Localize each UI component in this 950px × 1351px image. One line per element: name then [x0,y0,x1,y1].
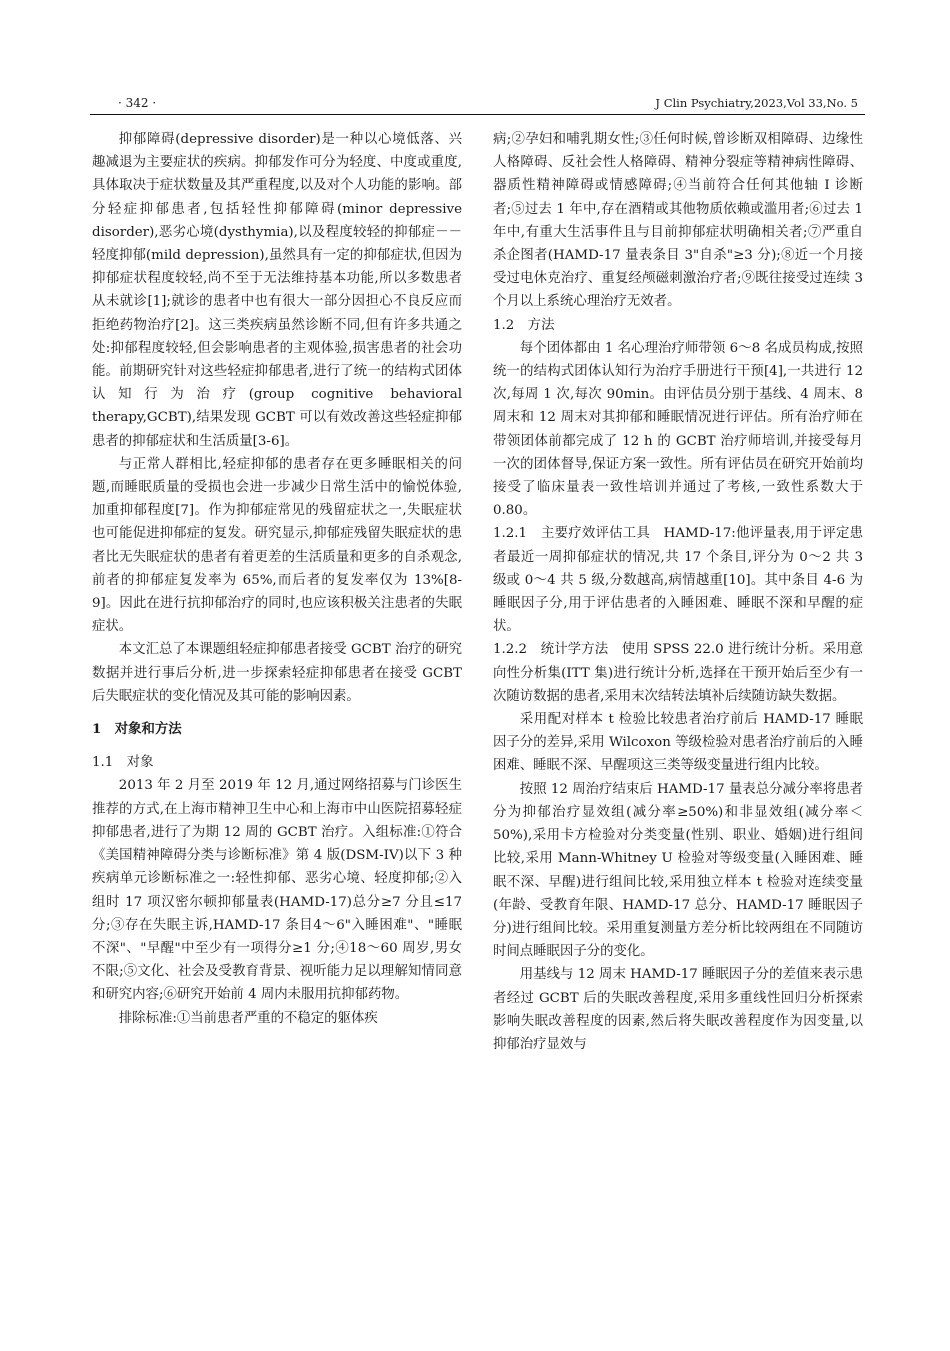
paragraph-aim: 本文汇总了本课题组轻症抑郁患者接受 GCBT 治疗的研究数据并进行事后分析,进一步探索轻症抑郁患者在接受 GCBT 后失眠症状的变化情况及其可能的影响因素。 [92,642,462,704]
header-rule [90,114,865,115]
subsection-heading-method: 1.2 方法 [493,317,555,333]
journal-citation: J Clin Psychiatry,2023,Vol 33,No. 5 [655,96,858,110]
page-number: · 342 · [118,96,157,110]
running-header [0,96,950,116]
paragraph-ttest: 采用配对样本 t 检验比较患者治疗前后 HAMD-17 睡眠因子分的差异,采用 Wilcoxon 等级检验对患者治疗前后的入睡困难、睡眠不深、早醒项这三类等级变量进行组内比较。 [493,712,863,774]
paragraph-inclusion: 2013 年 2 月至 2019 年 12 月,通过网络招募与门诊医生推荐的方式,在上海市精神卫生中心和上海市中山医院招募轻症抑郁患者,进行了为期 12 周的 GCBT 治疗。入组标准:①符合《美国精神障碍分类与诊断标准》第 4 版(DSM-IV)以下 3 种疾病单元诊断标准之一:轻性抑郁、恶劣心境、轻度抑郁;②入组时 17 项汉密尔顿抑郁量表(HAMD-17)总分≥7 分且≤17 分;③存在失眠主诉,HAMD-17 条目4～6"入睡困难"、"睡眠不深"、"早醒"中至少有一项得分≥1 分;④18～60 周岁,男女不限;⑤文化、社会及受教育背景、视听能力足以理解知情同意和研究内容;⑥研究开始前 4 周内未服用抗抑郁药物。 [92,778,462,1003]
paragraph-exclusion-cont: 病;②孕妇和哺乳期女性;③任何时候,曾诊断双相障碍、边缘性人格障碍、反社会性人格障碍、精神分裂症等精神病性障碍、器质性精神障碍或情感障碍;④当前符合任何其他轴 I 诊断者;⑤过去 1 年中,存在酒精或其他物质依赖或滥用者;⑥过去 1 年中,有重大生活事件且与目前抑郁症状明确相关者;⑦严重自杀企图者(HAMD-17 量表条目 3"自杀"≥3 分);⑧近一个月接受过电休克治疗、重复经颅磁刺激治疗者;⑨既往接受过连续 3 个月以上系统心理治疗无效者。 [493,132,863,310]
paragraph-assessment-tool: 1.2.1 主要疗效评估工具 HAMD-17:他评量表,用于评定患者最近一周抑郁症状的情况,共 17 个条目,评分为 0～2 共 3 级或 0～4 共 5 级,分数越高,病情越重[10]。其中条目 4-6 为睡眠因子分,用于评估患者的入睡困难、睡眠不深和早醒的症状。 [493,526,863,635]
paragraph-group-compare: 按照 12 周治疗结束后 HAMD-17 量表总分减分率将患者分为抑郁治疗显效组(减分率≥50%)和非显效组(减分率＜50%),采用卡方检验对分类变量(性别、职业、婚姻)进行组间比较,采用 Mann-Whitney U 检验对等级变量(入睡困难、睡眠不深、早醒)进行组间比较,采用独立样本 t 检验对连续变量(年龄、受教育年限、HAMD-17 总分、HAMD-17 睡眠因子分)进行组间比较。采用重复测量方差分析比较两组在不同随访时间点睡眠因子分的变化。 [493,781,863,960]
paragraph-statistics: 1.2.2 统计学方法 使用 SPSS 22.0 进行统计分析。采用意向性分析集(ITT 集)进行统计分析,选择在干预开始后至少有一次随访数据的患者,采用末次结转法填补后续随访缺失数据。 [493,642,863,704]
left-column [92,128,462,1030]
subsection-heading-subjects: 1.1 对象 [92,755,154,771]
right-column [493,128,863,1056]
paragraph-exclusion: 排除标准:①当前患者严重的不稳定的躯体疾 [118,1010,378,1026]
paragraph-intro: 抑郁障碍(depressive disorder)是一种以心境低落、兴趣减退为主要症状的疾病。抑郁发作可分为轻度、中度或重度,具体取决于症状数量及其严重程度,以及对个人功能的影响。部分轻症抑郁患者,包括轻性抑郁障碍(minor depressive disorder),恶劣心境(dysthymia),以及程度较轻的抑郁症－－轻度抑郁(mild depression),虽然具有一定的抑郁症状,但因为抑郁症状程度较轻,尚不至于无法维持基本功能,所以多数患者从未就诊[1];就诊的患者中也有很大一部分因担心不良反应而拒绝药物治疗[2]。这三类疾病虽然诊断不同,但有许多共通之处:抑郁程度较轻,但会影响患者的主观体验,损害患者的社会功能。前期研究针对这些轻症抑郁患者,进行了统一的结构式团体认知行为治疗(group cognitive behavioral therapy,GCBT),结果发现 GCBT 可以有效改善这些轻症抑郁患者的抑郁症状和生活质量[3-6]。 [92,132,462,449]
paragraph-insomnia: 与正常人群相比,轻症抑郁的患者存在更多睡眠相关的问题,而睡眠质量的受损也会进一步减少日常生活中的愉悦体验,加重抑郁程度[7]。作为抑郁症常见的残留症状之一,失眠症状也可能促进抑郁症的复发。研究显示,抑郁症残留失眠症状的患者比无失眠症状的患者有着更差的生活质量和更多的自杀观念,前者的抑郁症复发率为 65%,而后者的复发率仅为 13%[8-9]。因此在进行抗抑郁治疗的同时,也应该积极关注患者的失眠症状。 [92,456,462,635]
paragraph-regression: 用基线与 12 周末 HAMD-17 睡眠因子分的差值来表示患者经过 GCBT 后的失眠改善程度,采用多重线性回归分析探索影响失眠改善程度的因素,然后将失眠改善程度作为因变量,以抑郁治疗显效与 [493,967,863,1052]
section-heading-methods: 1 对象和方法 [92,721,182,738]
paragraph-method: 每个团体都由 1 名心理治疗师带领 6～8 名成员构成,按照统一的结构式团体认知行为治疗手册进行干预[4],一共进行 12 次,每周 1 次,每次 90min。由评估员分别于基线、4 周末、8 周末和 12 周末对其抑郁和睡眠情况进行评估。所有治疗师在带领团体前都完成了 12 h 的 GCBT 治疗师培训,并接受每月一次的团体督导,保证方案一致性。所有评估员在研究开始前均接受了临床量表一致性培训并通过了考核,一致性系数大于 0.80。 [493,340,863,519]
